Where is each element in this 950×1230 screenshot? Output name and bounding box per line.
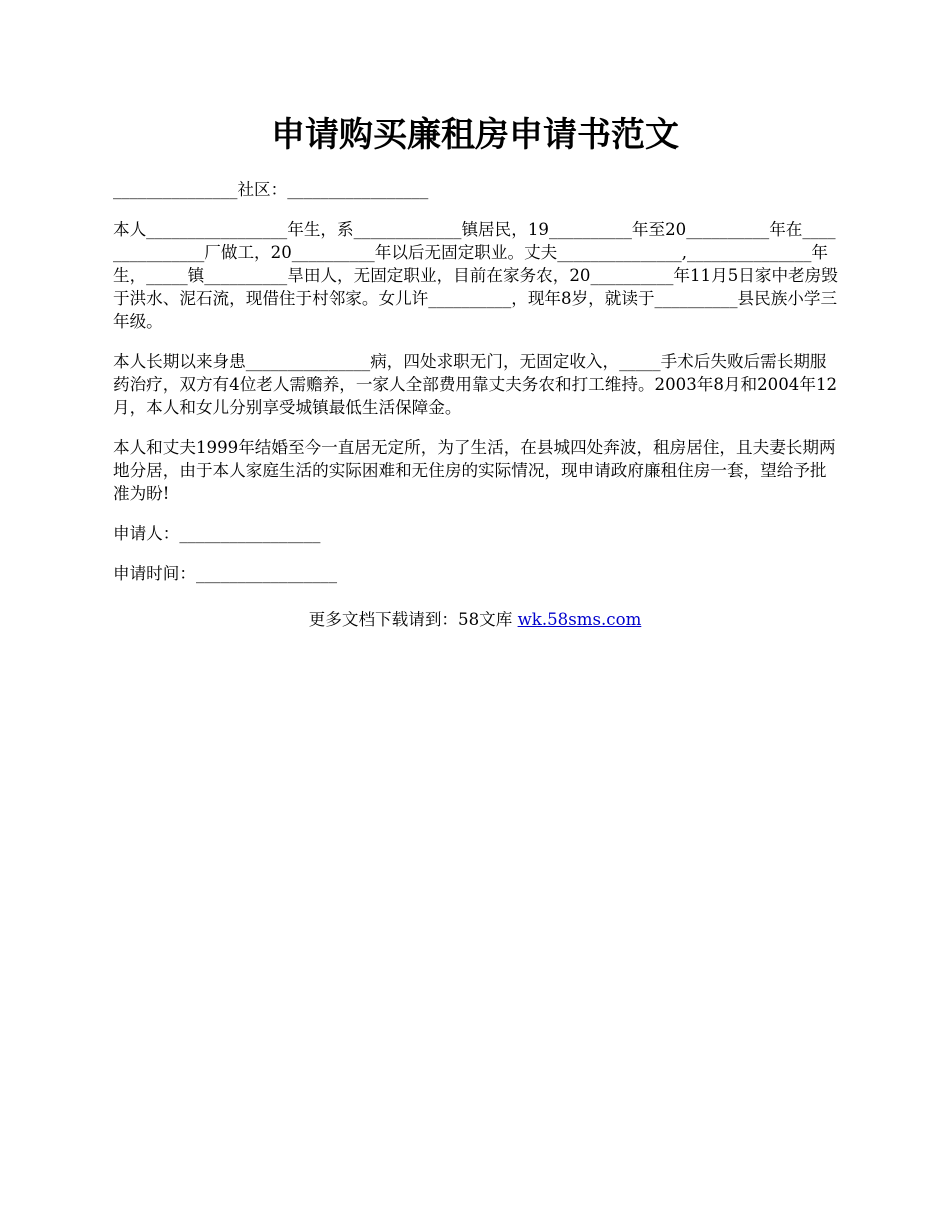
applicant-line: 申请人：_________________ <box>113 524 321 543</box>
document-body <box>113 178 839 602</box>
community-line: _______________社区：_________________ <box>113 180 429 199</box>
paragraph-housing-request: 本人和丈夫1999年结婚至今一直居无定所，为了生活，在县城四处奔波，租房居住，且夫妻长期两地分居，由于本人家庭生活的实际困难和无住房的实际情况，现申请政府廉租住房一套，望给予批准为盼! <box>113 438 836 503</box>
document-title: 申请购买廉租房申请书范文 <box>271 115 679 155</box>
paragraph-personal-info: 本人_________________年生，系_____________镇居民，19__________年至20__________年在_______________厂做工，20__________年以后无固定职业。丈夫_______________,_______________年生，_____镇__________旱田人，无固定职业，目前在家务农，20__________年11月5日家中老房毁于洪水、泥石流，现借住于村邻家。女儿许__________，现年8岁，就读于__________县民族小学三年级。 <box>113 220 838 331</box>
footer-link[interactable]: wk.58sms.com <box>517 610 642 629</box>
paragraph-health-income: 本人长期以来身患_______________病，四处求职无门，无固定收入，_____手术后失败后需长期服药治疗，双方有4位老人需赡养，一家人全部费用靠丈夫务农和打工维持。2003年8月和2004年12月，本人和女儿分别享受城镇最低生活保障金。 <box>113 352 838 417</box>
footer <box>0 608 950 631</box>
application-date-line: 申请时间：_________________ <box>113 564 338 583</box>
footer-text: 更多文档下载请到：58文库 <box>308 610 518 629</box>
